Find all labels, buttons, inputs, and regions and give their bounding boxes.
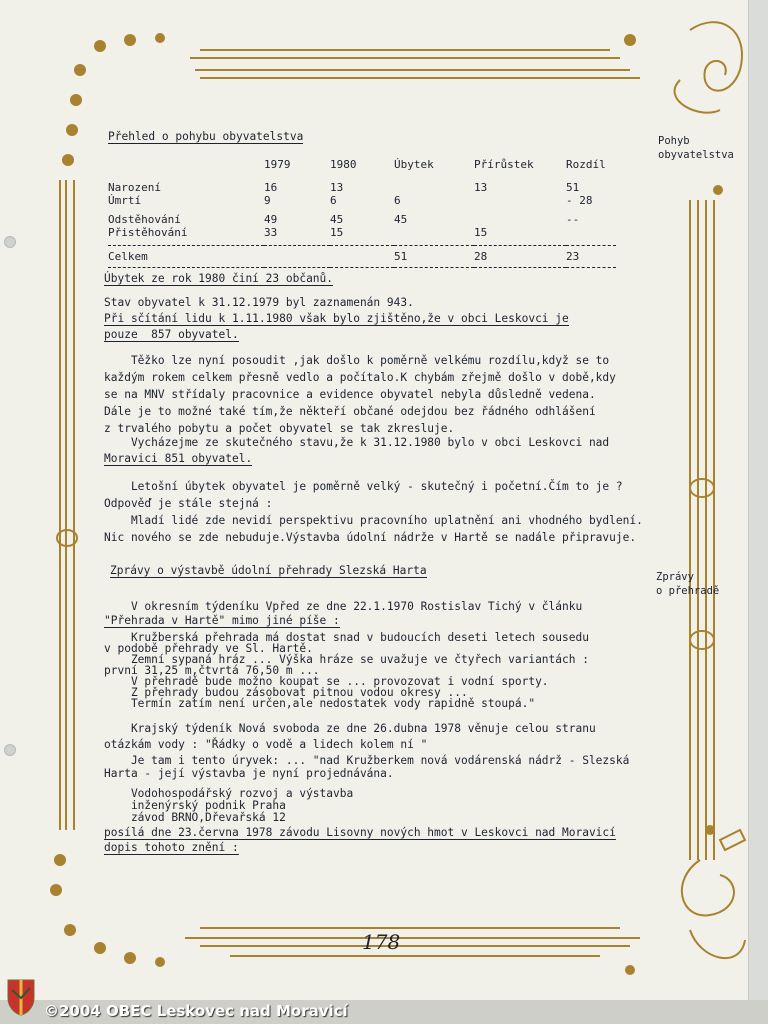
table-row: Přistěhování 33 15 15 <box>108 226 488 239</box>
coat-of-arms-logo <box>6 978 36 1016</box>
quote-block: Kružberská přehrada má dostat snad v budoucích deseti letech sousedu v podobě přehrady ve Sl. Hartě. Zemní sypaná hráz ... Výška hráze se uvažuje ve čtyřech variantách : první 31,25 m,čtvrtá 76,50 m ... V přehradě bude možno koupat se ... provozovat i vodní sporty. Z přehrady budou zásobovat pitnou vodou okresy ... Termín zatím není určen,ale nedostatek vody rapidně stoupá." <box>104 631 589 710</box>
table-row: Narození 16 13 13 51 <box>108 181 580 194</box>
subheading: Zprávy o výstavbě údolní přehrady Slezská Harta <box>110 564 427 577</box>
margin-note-population: Pohyb obyvatelstva <box>658 135 734 161</box>
table-total-row: Celkem 51 28 23 <box>108 250 580 263</box>
copyright-footer: ©2004 OBEC Leskovec nad Moravicí <box>44 1002 348 1020</box>
paragraph: Těžko lze nyní posoudit ,jak došlo k poměrně velkému rozdílu,když se to každým rokem celkem přesně vedlo a počítalo.K chybám zřejmě došlo v době,kdy se na MNV střídaly pracovnice a evidence obyvatel nebyla důsledně vedena. Dále je to možné také tím,že někteří občané odejdou bez řádného odhlášení z trvalého pobytu a počet obyvatel se tak zkresluje. <box>104 354 616 435</box>
text-line: Moravici 851 obyvatel. <box>104 452 253 465</box>
text-line: "Přehrada v Hartě" mimo jiné píše : <box>104 614 340 627</box>
table-row: Odstěhování 49 45 45 -- <box>108 213 580 226</box>
page-number: 178 <box>362 930 401 954</box>
text-line: Úbytek ze rok 1980 činí 23 občanů. <box>104 272 334 285</box>
table-header-row: 1979 1980 Úbytek Přírůstek Rozdíl <box>264 158 606 171</box>
margin-note-dam: Zprávy o přehradě <box>656 571 720 597</box>
text-line: dopis tohoto znění : <box>104 841 239 854</box>
text-line: Vycházejme ze skutečného stavu,že k 31.12.1980 bylo v obci Leskovci nad <box>104 436 610 449</box>
text-line: posílá dne 23.června 1978 závodu Lisovny nových hmot v Leskovci nad Moravicí <box>104 826 616 839</box>
text-line: pouze 857 obyvatel. <box>104 328 239 341</box>
text-line: Stav obyvatel k 31.12.1979 byl zaznamenán 943. <box>104 296 414 309</box>
paragraph: Je tam i tento úryvek: ... "nad Kružberkem nová vodárenská nádrž - Slezská Harta - její výstavba je nyní projednávána. <box>104 754 630 780</box>
paragraph: Mladí lidé zde nevidí perspektivu pracovního uplatnění ani vhodného bydlení. Nic nového se zde nebuduje.Výstavba údolní nádrže v Hartě se nadále připravuje. <box>104 514 643 544</box>
paragraph: Letošní úbytek obyvatel je poměrně velký - skutečný i početní.Čím to je ? Odpověď je stále stejná : <box>104 480 623 510</box>
text-line: otázkám vody : "Řádky o vodě a lidech kolem ní " <box>104 738 428 751</box>
text-line: Krajský týdeník Nová svoboda ze dne 26.dubna 1978 věnuje celou stranu <box>104 722 596 735</box>
population-table <box>108 158 616 268</box>
text-line: V okresním týdeníku Vpřed ze dne 22.1.1970 Rostislav Tichý v článku <box>104 600 583 613</box>
table-row: Úmrtí 9 6 6 - 28 <box>108 194 593 207</box>
section-heading: Přehled o pohybu obyvatelstva <box>108 130 304 143</box>
address-block: Vodohospodářský rozvoj a výstavba inženýrský podnik Praha závod BRNO,Dřevařská 12 <box>130 787 354 824</box>
text-line: Při sčítání lidu k 1.11.1980 však bylo zjištěno,že v obci Leskovci je <box>104 312 569 325</box>
